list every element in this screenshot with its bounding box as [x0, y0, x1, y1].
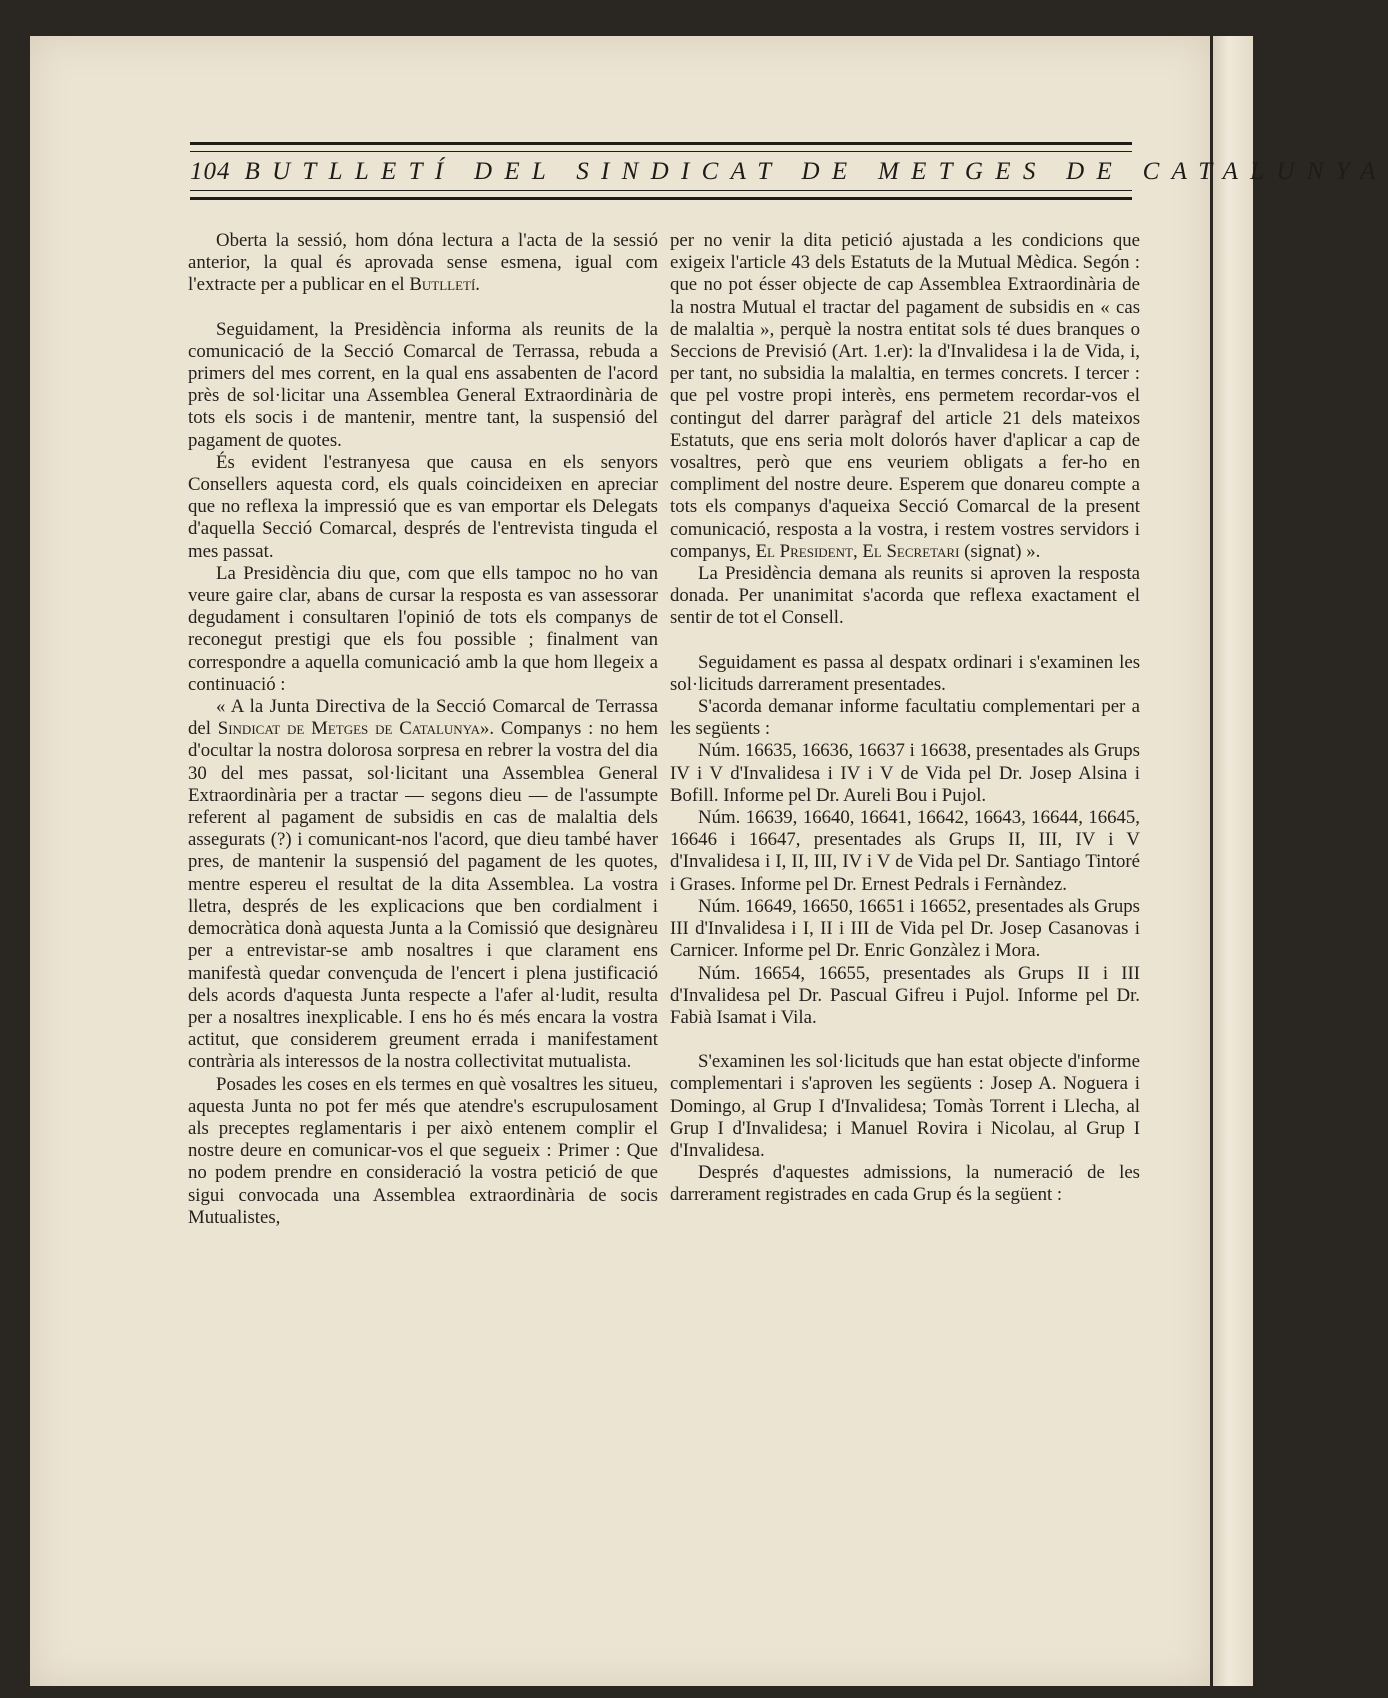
paragraph: Núm. 16639, 16640, 16641, 16642, 16643, 16644, 16645, 16646 i 16647, presentades als Grups II, III, IV i V d'Invalidesa i I, II, III, IV i V de Vida pel Dr. Santiago Tintoré i Grases. Informe pel Dr. Ernest Pedrals i Fernàndez.	[670, 807, 1140, 895]
small-caps-text: El Secretari	[862, 540, 960, 562]
running-header	[190, 155, 1388, 189]
paragraph: La Presidència demana als reunits si aproven la resposta donada. Per unanimitat s'acorda que reflexa exactament el sentir de tot el Consell.	[670, 563, 1140, 629]
journal-title: BUTLLETÍ DEL SINDICAT DE METGES DE CATALUNYA	[244, 158, 1388, 185]
paragraph: Seguidament, la Presidència informa als reunits de la comunicació de la Secció Comarcal de Terrassa, rebuda a primers del mes corrent, en la qual ens assabenten de l'acord près de sol·licitar una Assemblea General Extraordinària de tots els socis i de mantenir, mentre tant, la suspensió del pagament de quotes.	[188, 318, 658, 451]
paragraph: Núm. 16649, 16650, 16651 i 16652, presentades als Grups III d'Invalidesa i I, II i III de Vida pel Dr. Josep Casanovas i Carnicer. Informe pel Dr. Enric Gonzàlez i Mora.	[670, 895, 1140, 962]
paragraph: És evident l'estranyesa que causa en els senyors Consellers aquesta cord, els quals coincideixen en apreciar que no reflexa la impressió que es van emportar els Delegats d'aquella Secció Comarcal, després de l'entrevista tinguda el mes passat.	[188, 451, 658, 562]
paragraph-text: ». Companys : no hem d'ocultar la nostra dolorosa sorpresa en rebrer la vostra del dia 30 del mes passat, sol·licitant una Assemblea General Extraordinària per a tractar — segons dieu — de l'assumpte referent al pagament de subsidis en cas de malaltia dels assegurats (?) i comunicant-nos l'acord, que dieu també haver pres, de mantenir la suspensió del pagament de les quotes, mentre espereu el resultat de la dita Assemblea. La vostra lletra, després de les explicacions que ben cordialment i democràtica donà aquesta Junta a la Comissió que designàreu per a entrevistar-se amb nosaltres i que clarament ens manifestà quedar convençuda de l'encert i plena justificació dels acords d'aquesta Junta respecte a l'afer al·ludit, resulta per a nosaltres inexplicable. I ens ho és més encara la vostra actitut, que considerem greument errada i manifestament contrària als interessos de la nostra collectivitat mutualista.	[188, 718, 658, 1073]
paragraph-text: Oberta la sessió, hom dóna lectura a l'acta de la sessió anterior, la qual és aprovada sense esmena, igual com l'extracte per a publicar en el	[188, 230, 658, 296]
paragraph: Núm. 16635, 16636, 16637 i 16638, presentades als Grups IV i V d'Invalidesa i IV i V de Vida pel Dr. Josep Alsina i Bofill. Informe pel Dr. Aureli Bou i Pujol.	[670, 740, 1140, 806]
paragraph: Núm. 16654, 16655, presentades als Grups II i III d'Invalidesa pel Dr. Pascual Gifreu i Pujol. Informe pel Dr. Fabià Isamat i Vila.	[670, 962, 1140, 1028]
header-rule-bottom	[190, 197, 1132, 200]
header-rule-top	[190, 142, 1132, 145]
right-column	[670, 230, 1140, 1207]
paragraph: S'examinen les sol·licituds que han estat objecte d'informe complementari i s'aproven les següents : Josep A. Noguera i Domingo, al Grup I d'Invalidesa; Tomàs Torrent i Llecha, al Grup I d'Invalidesa; i Manuel Rovira i Nicolau, al Grup I d'Invalidesa.	[670, 1051, 1140, 1161]
small-caps-text: Butlletí.	[409, 274, 480, 296]
small-caps-text: Sindicat de Metges de Catalunya	[217, 718, 481, 740]
page-edge	[1213, 36, 1253, 1686]
paragraph-text: (signat) ».	[964, 540, 1041, 562]
paragraph	[188, 696, 658, 1073]
small-caps-text: El President	[755, 540, 853, 562]
paragraph	[670, 230, 1140, 563]
paragraph: S'acorda demanar informe facultatiu complementari per a les següents :	[670, 696, 1140, 740]
paragraph: Seguidament es passa al despatx ordinari i s'examinen les sol·licituds darrerament presentades.	[670, 651, 1140, 695]
paragraph: La Presidència diu que, com que ells tampoc no ho van veure gaire clar, abans de cursar la resposta es van assessorar degudament i consultaren l'opinió de tots els companys de reconegut prestigi que els fou possible ; finalment van correspondre a aquella comunicació amb la que hom llegeix a continuació :	[188, 562, 658, 695]
page-number: 104	[190, 158, 231, 185]
paragraph: Després d'aquestes admissions, la numeració de les darrerament registrades en cada Grup és la següent :	[670, 1162, 1140, 1206]
header-rule-bottom-thin	[190, 190, 1132, 191]
header-rule-top-thin	[190, 151, 1132, 152]
paragraph-text: « A la Junta Directiva de la Secció Comarcal de Terrassa del	[188, 696, 658, 740]
paragraph-text: ,	[852, 540, 858, 562]
left-column	[188, 230, 658, 1229]
paragraph: Posades les coses en els termes en què vosaltres les situeu, aquesta Junta no pot fer més que atendre's escrupulosament als preceptes reglamentaris i per això entenem complir el nostre deure en comunicar-vos el que segueix : Primer : Que no podem prendre en consideració la vostra petició de que sigui convocada una Assemblea extraordinària de socis Mutualistes,	[188, 1073, 658, 1228]
paragraph-text: per no venir la dita petició ajustada a les condicions que exigeix l'article 43 dels Estatuts de la Mutual Mèdica. Segón : que no pot ésser objecte de cap Assemblea Extraordinària de la nostra Mutual el tractar del pagament de subsidis en « cas de malaltia », perquè la nostra entitat sols té dues branques o Seccions de Previsió (Art. 1.er): la d'Invalidesa i la de Vida, i, per tant, no subsidia la malaltia, en termes concrets. I tercer : que pel vostre propi interès, ens permetem recordar-vos el contingut del darrer paràgraf del article 21 dels mateixos Estatuts, que ens seria molt dolorós haver d'aplicar a cap de vosaltres, però que ens veuriem obligats a fer-ho en compliment del nostre deure. Esperem que donareu compte a tots els companys d'aqueixa Secció Comarcal de la present comunicació, resposta a la vostra, i restem vostres servidors i companys,	[670, 230, 1140, 562]
paragraph	[188, 230, 658, 297]
